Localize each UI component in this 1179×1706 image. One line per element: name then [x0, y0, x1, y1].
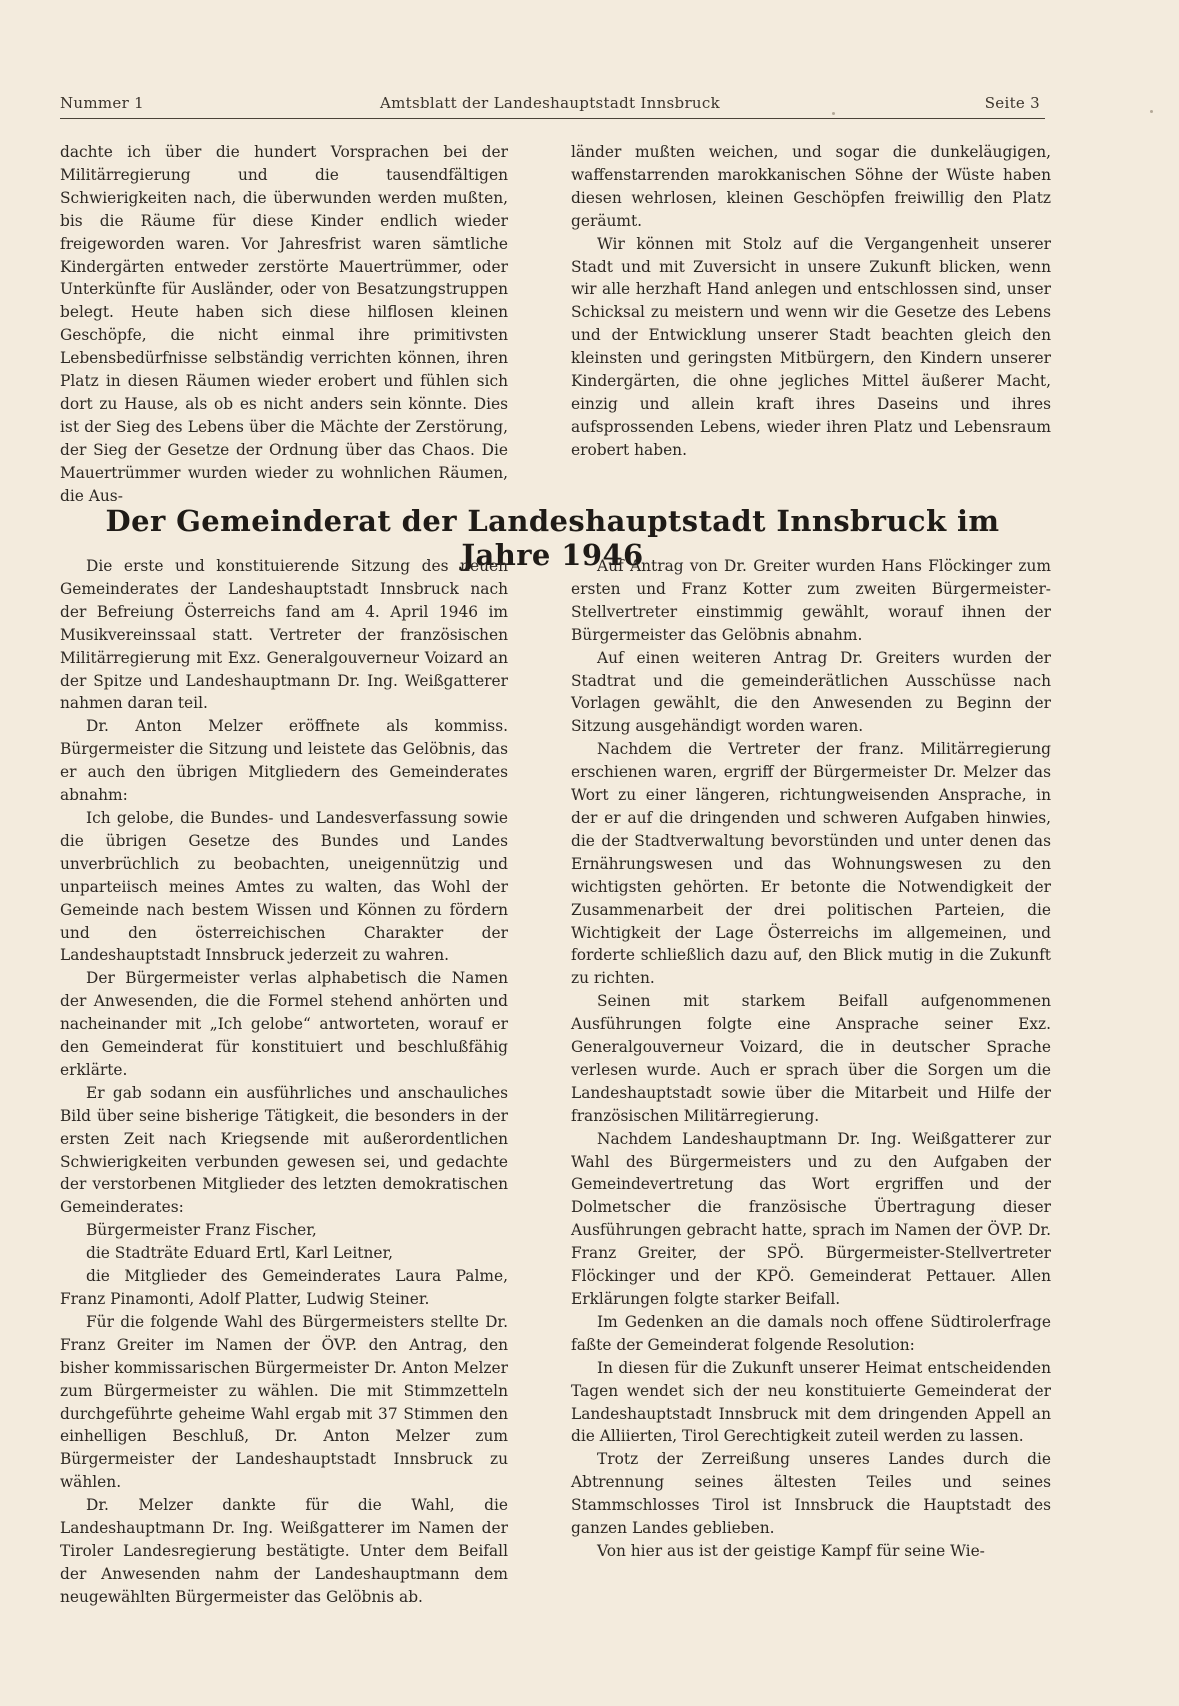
- paper-speck: [1150, 110, 1153, 113]
- paragraph: Auf einen weiteren Antrag Dr. Greiters wurden der Stadtrat und die gemeinderätlichen Ausschüsse nach Vorlagen gewählt, die den Anwesenden zu Beginn der Sitzung ausgehändigt worden waren.: [571, 648, 1051, 736]
- paragraph: Die erste und konstituierende Sitzung des neuen Gemeinderates der Landeshauptstadt Innsbruck nach der Befreiung Österreichs fand am 4. April 1946 im Musikvereinssaal statt. Vertreter der französischen Militärregierung mit Exz. Generalgouverneur Voizard an der Spitze und Landeshauptmann Dr. Ing. Weißgatterer nahmen daran teil.: [60, 557, 508, 713]
- column-bottom-left: [60, 555, 508, 1609]
- publication-title: Amtsblatt der Landeshauptstadt Innsbruck: [380, 94, 720, 112]
- page-header: [60, 92, 1040, 120]
- oath-text: Ich gelobe, die Bundes- und Landesverfassung sowie die übrigen Gesetze des Bundes und Landes unverbrüchlich zu beobachten, uneigennützig und unparteiisch meines Amtes zu walten, das Wohl der Gemeinde nach bestem Wissen und Können zu fördern und den österreichischen Charakter der Landeshauptstadt Innsbruck jederzeit zu wahren.: [60, 808, 508, 965]
- paragraph: Wir können mit Stolz auf die Vergangenheit unserer Stadt und mit Zuversicht in unsere Zukunft blicken, wenn wir alle herzhaft Hand anlegen und entschlossen sind, unser Schicksal zu meistern und wenn wir die Gesetze des Lebens und der Entwicklung unserer Stadt beachten gleich den kleinsten und geringsten Mitbürgern, den Kindern unserer Kindergärten, die ohne jegliches Mittel äußerer Macht, einzig und allein kraft ihres Daseins und ihres aufsprossenden Lebens, wieder ihren Platz und Lebensraum erobert haben.: [571, 234, 1051, 459]
- column-top-left: [60, 141, 508, 508]
- paper-speck: [832, 112, 835, 115]
- paragraph: Seinen mit starkem Beifall aufgenommenen Ausführungen folgte eine Ansprache seiner Exz. Generalgouverneur Voizard, die in deutscher Sprache verlesen wurde. Auch er sprach über die Sorgen um die Landeshauptstadt sowie über die Mitarbeit und Hilfe der französischen Militärregierung.: [571, 992, 1051, 1125]
- paragraph: dachte ich über die hundert Vorsprachen bei der Militärregierung und die tausendfältigen Schwierigkeiten nach, die überwunden werden mußten, bis die Räume für diese Kinder endlich wieder freigeworden waren. Vor Jahresfrist waren sämtliche Kindergärten entweder zerstörte Mauertrümmer, oder Unterkünfte für Ausländer, oder von Besatzungstruppen belegt. Heute haben sich diese hilflosen kleinen Geschöpfe, die nicht einmal ihre primitivsten Lebensbedürfnisse selbständig verrichten können, ihren Platz in diesen Räumen wieder erobert und fühlen sich dort zu Hause, als ob es nicht anders sein könnte. Dies ist der Sieg des Lebens über die Mächte der Zerstörung, der Sieg der Gesetze der Ordnung über das Chaos. Die Mauertrümmer wurden wieder zu wohnlichen Räumen, die Aus-: [60, 143, 508, 505]
- paragraph: Der Bürgermeister verlas alphabetisch die Namen der Anwesenden, die die Formel stehend anhörten und nacheinander mit „Ich gelobe“ antworteten, worauf er den Gemeinderat für konstituiert und beschlußfähig erklärte.: [60, 969, 508, 1079]
- list-item: die Mitglieder des Gemeinderates Laura Palme, Franz Pinamonti, Adolf Platter, Ludwig Steiner.: [60, 1267, 508, 1308]
- paragraph: Dr. Melzer dankte für die Wahl, die Landeshauptmann Dr. Ing. Weißgatterer im Namen der Tiroler Landesregierung bestätigte. Unter dem Beifall der Anwesenden nahm der Landeshauptmann dem neugewählten Bürgermeister das Gelöbnis ab.: [60, 1496, 508, 1606]
- paragraph: Trotz der Zerreißung unseres Landes durch die Abtrennung seines ältesten Teiles und seines Stammschlosses Tirol ist Innsbruck die Hauptstadt des ganzen Landes geblieben.: [571, 1450, 1051, 1538]
- list-item: die Stadträte Eduard Ertl, Karl Leitner,: [86, 1244, 394, 1263]
- paragraph: Im Gedenken an die damals noch offene Südtirolerfrage faßte der Gemeinderat folgende Resolution:: [571, 1312, 1051, 1354]
- resolution-text: In diesen für die Zukunft unserer Heimat entscheidenden Tagen wendet sich der neu konstituierte Gemeinderat der Landeshauptstadt Innsbruck mit dem dringenden Appell an die Alliierten, Tirol Gerechtigkeit zuteil werden zu lassen.: [571, 1358, 1051, 1446]
- paragraph: Von hier aus ist der geistige Kampf für seine Wie-: [597, 1541, 985, 1560]
- paragraph: Nachdem Landeshauptmann Dr. Ing. Weißgatterer zur Wahl des Bürgermeisters und zu den Aufgaben der Gemeindevertretung das Wort ergriffen und der Dolmetscher die französische Übertragung dieser Ausführungen gebracht hatte, sprach im Namen der ÖVP. Dr. Franz Greiter, der SPÖ. Bürgermeister-Stellvertreter Flöckinger und der KPÖ. Gemeinderat Pettauer. Allen Erklärungen folgte starker Beifall.: [571, 1129, 1051, 1308]
- article-headline: Der Gemeinderat der Landeshauptstadt Innsbruck im Jahre 1946: [105, 504, 1000, 572]
- paragraph: Dr. Anton Melzer eröffnete als kommiss. Bürgermeister die Sitzung und leistete das Gelöbnis, das er auch den übrigen Mitgliedern des Gemeinderates abnahm:: [60, 717, 508, 805]
- list-item: Bürgermeister Franz Fischer,: [86, 1221, 317, 1240]
- column-top-right: [571, 141, 1051, 462]
- paragraph: Er gab sodann ein ausführliches und anschauliches Bild über seine bisherige Tätigkeit, die besonders in der ersten Zeit nach Kriegsende mit außerordentlichen Schwierigkeiten verbunden gewesen sei, und gedachte der verstorbenen Mitglieder des letzten demokratischen Gemeinderates:: [60, 1083, 508, 1217]
- paragraph: Nachdem die Vertreter der franz. Militärregierung erschienen waren, ergriff der Bürgermeister Dr. Melzer das Wort zu einer längeren, richtungweisenden Ansprache, in der er auf die dringenden und schweren Aufgaben hinwies, die der Stadtverwaltung bevorstünden und unter denen das Ernährungswesen und das Wohnungswesen zu den wichtigsten gehörten. Er betonte die Notwendigkeit der Zusammenarbeit der drei politischen Parteien, die Wichtigkeit der Lage Österreichs im allgemeinen, und forderte schließlich dazu auf, den Blick mutig in die Zukunft zu richten.: [571, 740, 1051, 988]
- page-number: Seite 3: [984, 94, 1040, 112]
- column-bottom-right: [571, 555, 1051, 1563]
- paragraph: Auf Antrag von Dr. Greiter wurden Hans Flöckinger zum ersten und Franz Kotter zum zweiten Bürgermeister-Stellvertreter einstimmig gewählt, worauf ihnen der Bürgermeister das Gelöbnis abnahm.: [571, 557, 1051, 644]
- header-rule: [60, 118, 1045, 119]
- paragraph: länder mußten weichen, und sogar die dunkeläugigen, waffenstarrenden marokkanischen Söhne der Wüste haben diesen wehrlosen, kleinen Geschöpfen freiwillig den Platz geräumt.: [571, 143, 1051, 230]
- issue-number: Nummer 1: [60, 94, 144, 112]
- paragraph: Für die folgende Wahl des Bürgermeisters stellte Dr. Franz Greiter im Namen der ÖVP. den Antrag, den bisher kommissarischen Bürgermeister Dr. Anton Melzer zum Bürgermeister zu wählen. Die mit Stimmzetteln durchgeführte geheime Wahl ergab mit 37 Stimmen den einhelligen Beschluß, Dr. Anton Melzer zum Bürgermeister der Landeshauptstadt Innsbruck zu wählen.: [60, 1312, 508, 1492]
